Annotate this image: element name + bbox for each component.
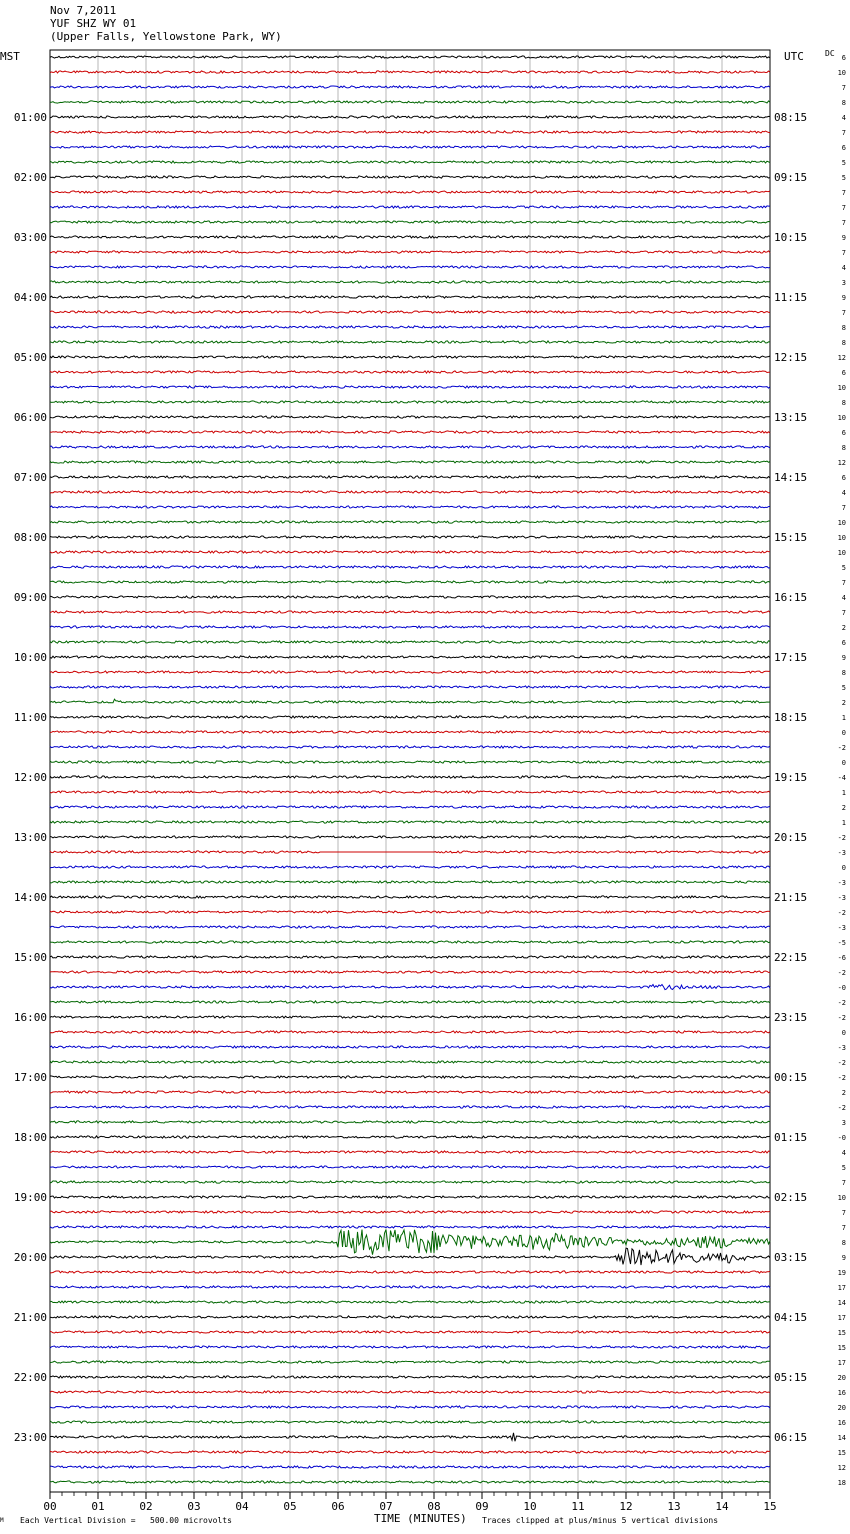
utc-hour-label: 03:15 [774,1251,808,1264]
trace-row [50,1331,770,1333]
trace-row [50,1421,770,1423]
dc-offset-value: 7 [841,219,846,227]
trace-row [50,1136,770,1138]
mst-hour-label: 10:00 [13,651,47,664]
header-date: Nov 7,2011 [50,4,117,17]
trace-row [50,1451,770,1453]
x-tick-label: 09 [475,1500,489,1513]
dc-offset-value: 6 [841,369,846,377]
dc-offset-value: 9 [841,654,846,662]
dc-offset-value: -2 [837,909,846,917]
trace-row [50,971,770,973]
dc-offset-value: 7 [841,249,846,257]
trace-row [50,1076,770,1078]
dc-offset-value: 4 [841,1149,846,1157]
trace-row [50,1166,770,1168]
trace-row [50,1121,770,1123]
trace-row [50,851,770,853]
trace-row [50,1061,770,1063]
dc-offset-value: 6 [841,639,846,647]
dc-offset-value: 15 [837,1344,846,1352]
mst-hour-label: 18:00 [13,1131,47,1144]
dc-offset-value: 7 [841,189,846,197]
dc-offset-value: 5 [841,684,846,692]
utc-hour-label: 14:15 [774,471,808,484]
trace-row [50,251,770,253]
dc-offset-value: 15 [837,1449,846,1457]
dc-offset-value: 8 [841,324,846,332]
dc-offset-value: -3 [837,1044,846,1052]
utc-hour-label: 13:15 [774,411,808,424]
mst-hour-label: 06:00 [13,411,47,424]
trace-row [50,461,770,463]
dc-offset-value: 7 [841,504,846,512]
dc-offset-value: 12 [837,459,846,467]
trace-row [50,401,770,403]
trace-row [50,1271,770,1273]
trace-row [50,1391,770,1393]
trace-row [50,596,770,598]
trace-row [50,1376,770,1378]
dc-offset-value: 16 [837,1419,846,1427]
dc-offset-value: 8 [841,99,846,107]
x-tick-label: 14 [715,1500,729,1513]
mst-hour-label: 11:00 [13,711,47,724]
utc-hour-label: 17:15 [774,651,808,664]
dc-offset-value: 0 [841,729,846,737]
dc-offset-value: 4 [841,489,846,497]
dc-offset-value: -6 [837,954,846,962]
mst-hour-label: 09:00 [13,591,47,604]
dc-offset-value: -2 [837,999,846,1007]
trace-row [50,1301,770,1303]
trace-row [50,699,770,703]
dc-offset-value: 10 [837,384,846,392]
x-axis-label: TIME (MINUTES) [374,1512,467,1525]
dc-offset-value: -3 [837,924,846,932]
trace-row [50,296,770,298]
mst-hour-label: 03:00 [13,231,47,244]
x-tick-label: 04 [235,1500,249,1513]
trace-row [50,281,770,283]
dc-offset-value: -2 [837,1014,846,1022]
dc-offset-value: 0 [841,759,846,767]
trace-row [50,1226,770,1228]
trace-row [50,341,770,343]
dc-offset-value: 14 [837,1434,846,1442]
trace-row [50,506,770,508]
trace-row [50,881,770,883]
dc-offset-value: 4 [841,264,846,272]
clip-note: Traces clipped at plus/minus 5 vertical divisions [482,1516,719,1525]
dc-offset-value: 2 [841,624,846,632]
dc-offset-value: 19 [837,1269,846,1277]
dc-offset-value: 6 [841,429,846,437]
dc-offset-value: 7 [841,1224,846,1232]
dc-offset-value: 4 [841,594,846,602]
trace-row [50,161,770,163]
utc-hour-label: 18:15 [774,711,808,724]
dc-offset-value: 16 [837,1389,846,1397]
dc-offset-value: 6 [841,474,846,482]
trace-row [50,716,770,718]
utc-hour-label: 02:15 [774,1191,808,1204]
mst-hour-label: 07:00 [13,471,47,484]
mst-hour-label: 02:00 [13,171,47,184]
dc-offset-value: 0 [841,864,846,872]
x-tick-label: 11 [571,1500,585,1513]
utc-hour-label: 11:15 [774,291,808,304]
trace-row [50,236,770,238]
dc-offset-value: 7 [841,129,846,137]
trace-row [50,1106,770,1108]
trace-row [50,656,770,658]
utc-hour-label: 06:15 [774,1431,808,1444]
dc-offset-value: 3 [841,279,846,287]
dc-offset-value: 20 [837,1374,846,1382]
trace-row [50,866,770,868]
utc-hour-label: 15:15 [774,531,808,544]
dc-offset-value: -4 [837,774,846,782]
mst-hour-label: 05:00 [13,351,47,364]
utc-hour-label: 16:15 [774,591,808,604]
trace-row [50,1346,770,1348]
mst-hour-label: 19:00 [13,1191,47,1204]
dc-offset-value: 5 [841,174,846,182]
dc-offset-value: 10 [837,519,846,527]
dc-offset-value: -2 [837,1104,846,1112]
dc-offset-value: -3 [837,849,846,857]
x-tick-label: 08 [427,1500,441,1513]
trace-row [50,1151,770,1153]
dc-offset-value: 10 [837,549,846,557]
trace-row [50,551,770,553]
trace-row [50,1406,770,1408]
dc-offset-value: 9 [841,1254,846,1262]
trace-row [50,791,770,793]
dc-offset-value: 8 [841,399,846,407]
trace-row [50,416,770,418]
utc-hour-label: 09:15 [774,171,808,184]
trace-row [50,926,770,928]
dc-offset-value: 7 [841,84,846,92]
trace-row [50,1181,770,1183]
mst-hour-label: 13:00 [13,831,47,844]
dc-offset-value: -5 [837,939,846,947]
trace-row [50,671,770,673]
trace-row [50,1046,770,1048]
utc-hour-label: 12:15 [774,351,808,364]
dc-offset-value: 5 [841,159,846,167]
trace-row [50,1316,770,1318]
dc-offset-value: -2 [837,744,846,752]
x-tick-label: 13 [667,1500,681,1513]
trace-row [50,836,770,838]
mst-hour-label: 12:00 [13,771,47,784]
mst-hour-label: 04:00 [13,291,47,304]
mst-hour-label: 17:00 [13,1071,47,1084]
trace-row [50,776,770,778]
dc-offset-value: 17 [837,1314,846,1322]
trace-row [50,521,770,523]
trace-row [50,176,770,178]
trace-row [50,491,770,493]
dc-offset-value: 2 [841,1089,846,1097]
trace-row [50,116,770,118]
trace-row [50,101,770,103]
dc-offset-value: -2 [837,969,846,977]
trace-row [50,446,770,448]
trace-row [50,1433,770,1441]
trace-row [50,1248,770,1265]
trace-row [50,536,770,538]
utc-hour-label: 23:15 [774,1011,808,1024]
dc-offset-value: 7 [841,609,846,617]
trace-row [50,1286,770,1288]
dc-offset-value: -2 [837,1059,846,1067]
mst-hour-label: 16:00 [13,1011,47,1024]
dc-offset-value: -2 [837,1074,846,1082]
dc-offset-value: 7 [841,579,846,587]
dc-offset-value: 7 [841,1209,846,1217]
trace-row [50,1361,770,1363]
header-station: YUF SHZ WY 01 [50,17,137,30]
trace-row [50,746,770,748]
dc-offset-value: 2 [841,804,846,812]
scale-note: Each Vertical Division = 500.00 microvolts [20,1516,232,1525]
utc-hour-label: 00:15 [774,1071,808,1084]
dc-offset-value: 5 [841,564,846,572]
trace-row [50,821,770,823]
dc-offset-value: 3 [841,1119,846,1127]
x-tick-label: 12 [619,1500,633,1513]
right-timezone-label: UTC [784,50,804,63]
dc-offset-value: 0 [841,1029,846,1037]
mst-hour-label: 01:00 [13,111,47,124]
trace-row [50,1001,770,1003]
mst-hour-label: 14:00 [13,891,47,904]
x-tick-label: 03 [187,1500,201,1513]
dc-offset-value: 10 [837,534,846,542]
utc-hour-label: 01:15 [774,1131,808,1144]
dc-offset-value: 8 [841,669,846,677]
x-tick-label: 06 [331,1500,345,1513]
trace-row [50,641,770,643]
dc-offset-value: 10 [837,414,846,422]
utc-hour-label: 19:15 [774,771,808,784]
trace-row [50,1031,770,1033]
trace-row [50,1481,770,1483]
dc-offset-value: 7 [841,309,846,317]
trace-row [50,1091,770,1093]
utc-hour-label: 20:15 [774,831,808,844]
trace-row [50,206,770,208]
trace-row [50,985,770,990]
trace-row [50,326,770,328]
x-tick-label: 02 [139,1500,153,1513]
trace-row [50,221,770,223]
left-timezone-label: MST [0,50,20,63]
corner-mark: M [0,1517,4,1524]
dc-offset-value: 8 [841,339,846,347]
trace-row [50,806,770,808]
trace-row [50,686,770,688]
utc-hour-label: 22:15 [774,951,808,964]
dc-offset-value: -2 [837,834,846,842]
trace-row [50,131,770,133]
dc-offset-value: 1 [841,714,846,722]
utc-hour-label: 10:15 [774,231,808,244]
dc-offset-value: 10 [837,1194,846,1202]
trace-row [50,1466,770,1468]
mst-hour-label: 08:00 [13,531,47,544]
x-tick-label: 10 [523,1500,537,1513]
x-tick-label: 01 [91,1500,105,1513]
trace-row [50,911,770,913]
trace-row [50,941,770,943]
trace-row [50,476,770,478]
dc-offset-value: -3 [837,894,846,902]
dc-offset-value: 17 [837,1284,846,1292]
dc-offset-value: 8 [841,1239,846,1247]
dc-offset-value: 1 [841,819,846,827]
trace-row [50,956,770,958]
mst-hour-label: 22:00 [13,1371,47,1384]
trace-row [50,356,770,358]
dc-offset-value: 6 [841,54,846,62]
trace-row [50,86,770,88]
dc-offset-value: 12 [837,354,846,362]
dc-offset-value: -0 [837,984,846,992]
trace-row [50,1211,770,1213]
dc-offset-value: 10 [837,69,846,77]
dc-offset-value: 6 [841,144,846,152]
dc-offset-value: -0 [837,1134,846,1142]
x-tick-label: 07 [379,1500,393,1513]
dc-offset-value: 18 [837,1479,846,1487]
dc-offset-value: 7 [841,204,846,212]
utc-hour-label: 04:15 [774,1311,808,1324]
trace-row [50,266,770,268]
trace-row [50,56,770,58]
trace-row [50,611,770,613]
trace-row [50,71,770,73]
trace-row [50,1016,770,1018]
utc-hour-label: 08:15 [774,111,808,124]
x-tick-label: 05 [283,1500,297,1513]
trace-row [50,371,770,373]
dc-offset-value: 17 [837,1359,846,1367]
trace-row [50,311,770,313]
trace-row [50,581,770,583]
mst-hour-label: 23:00 [13,1431,47,1444]
trace-row [50,1196,770,1198]
mst-hour-label: 21:00 [13,1311,47,1324]
trace-row [50,386,770,388]
dc-offset-value: 7 [841,1179,846,1187]
dc-offset-value: 14 [837,1299,846,1307]
dc-offset-value: 9 [841,294,846,302]
trace-row [50,146,770,148]
header-location: (Upper Falls, Yellowstone Park, WY) [50,30,282,43]
dc-offset-value: 12 [837,1464,846,1472]
trace-row [50,896,770,898]
x-tick-label: 15 [763,1500,777,1513]
trace-row [50,191,770,193]
utc-hour-label: 05:15 [774,1371,808,1384]
dc-offset-value: 9 [841,234,846,242]
utc-hour-label: 21:15 [774,891,808,904]
mst-hour-label: 20:00 [13,1251,47,1264]
dc-offset-header: DC [825,49,835,58]
dc-offset-value: 4 [841,114,846,122]
dc-offset-value: 1 [841,789,846,797]
trace-row [50,626,770,628]
dc-offset-value: 8 [841,444,846,452]
dc-offset-value: 20 [837,1404,846,1412]
trace-row [50,1230,770,1255]
trace-row [50,566,770,568]
dc-offset-value: 2 [841,699,846,707]
trace-row [50,431,770,433]
dc-offset-value: 5 [841,1164,846,1172]
x-tick-label: 00 [43,1500,57,1513]
trace-row [50,761,770,763]
mst-hour-label: 15:00 [13,951,47,964]
dc-offset-value: -3 [837,879,846,887]
trace-row [50,731,770,733]
dc-offset-value: 15 [837,1329,846,1337]
